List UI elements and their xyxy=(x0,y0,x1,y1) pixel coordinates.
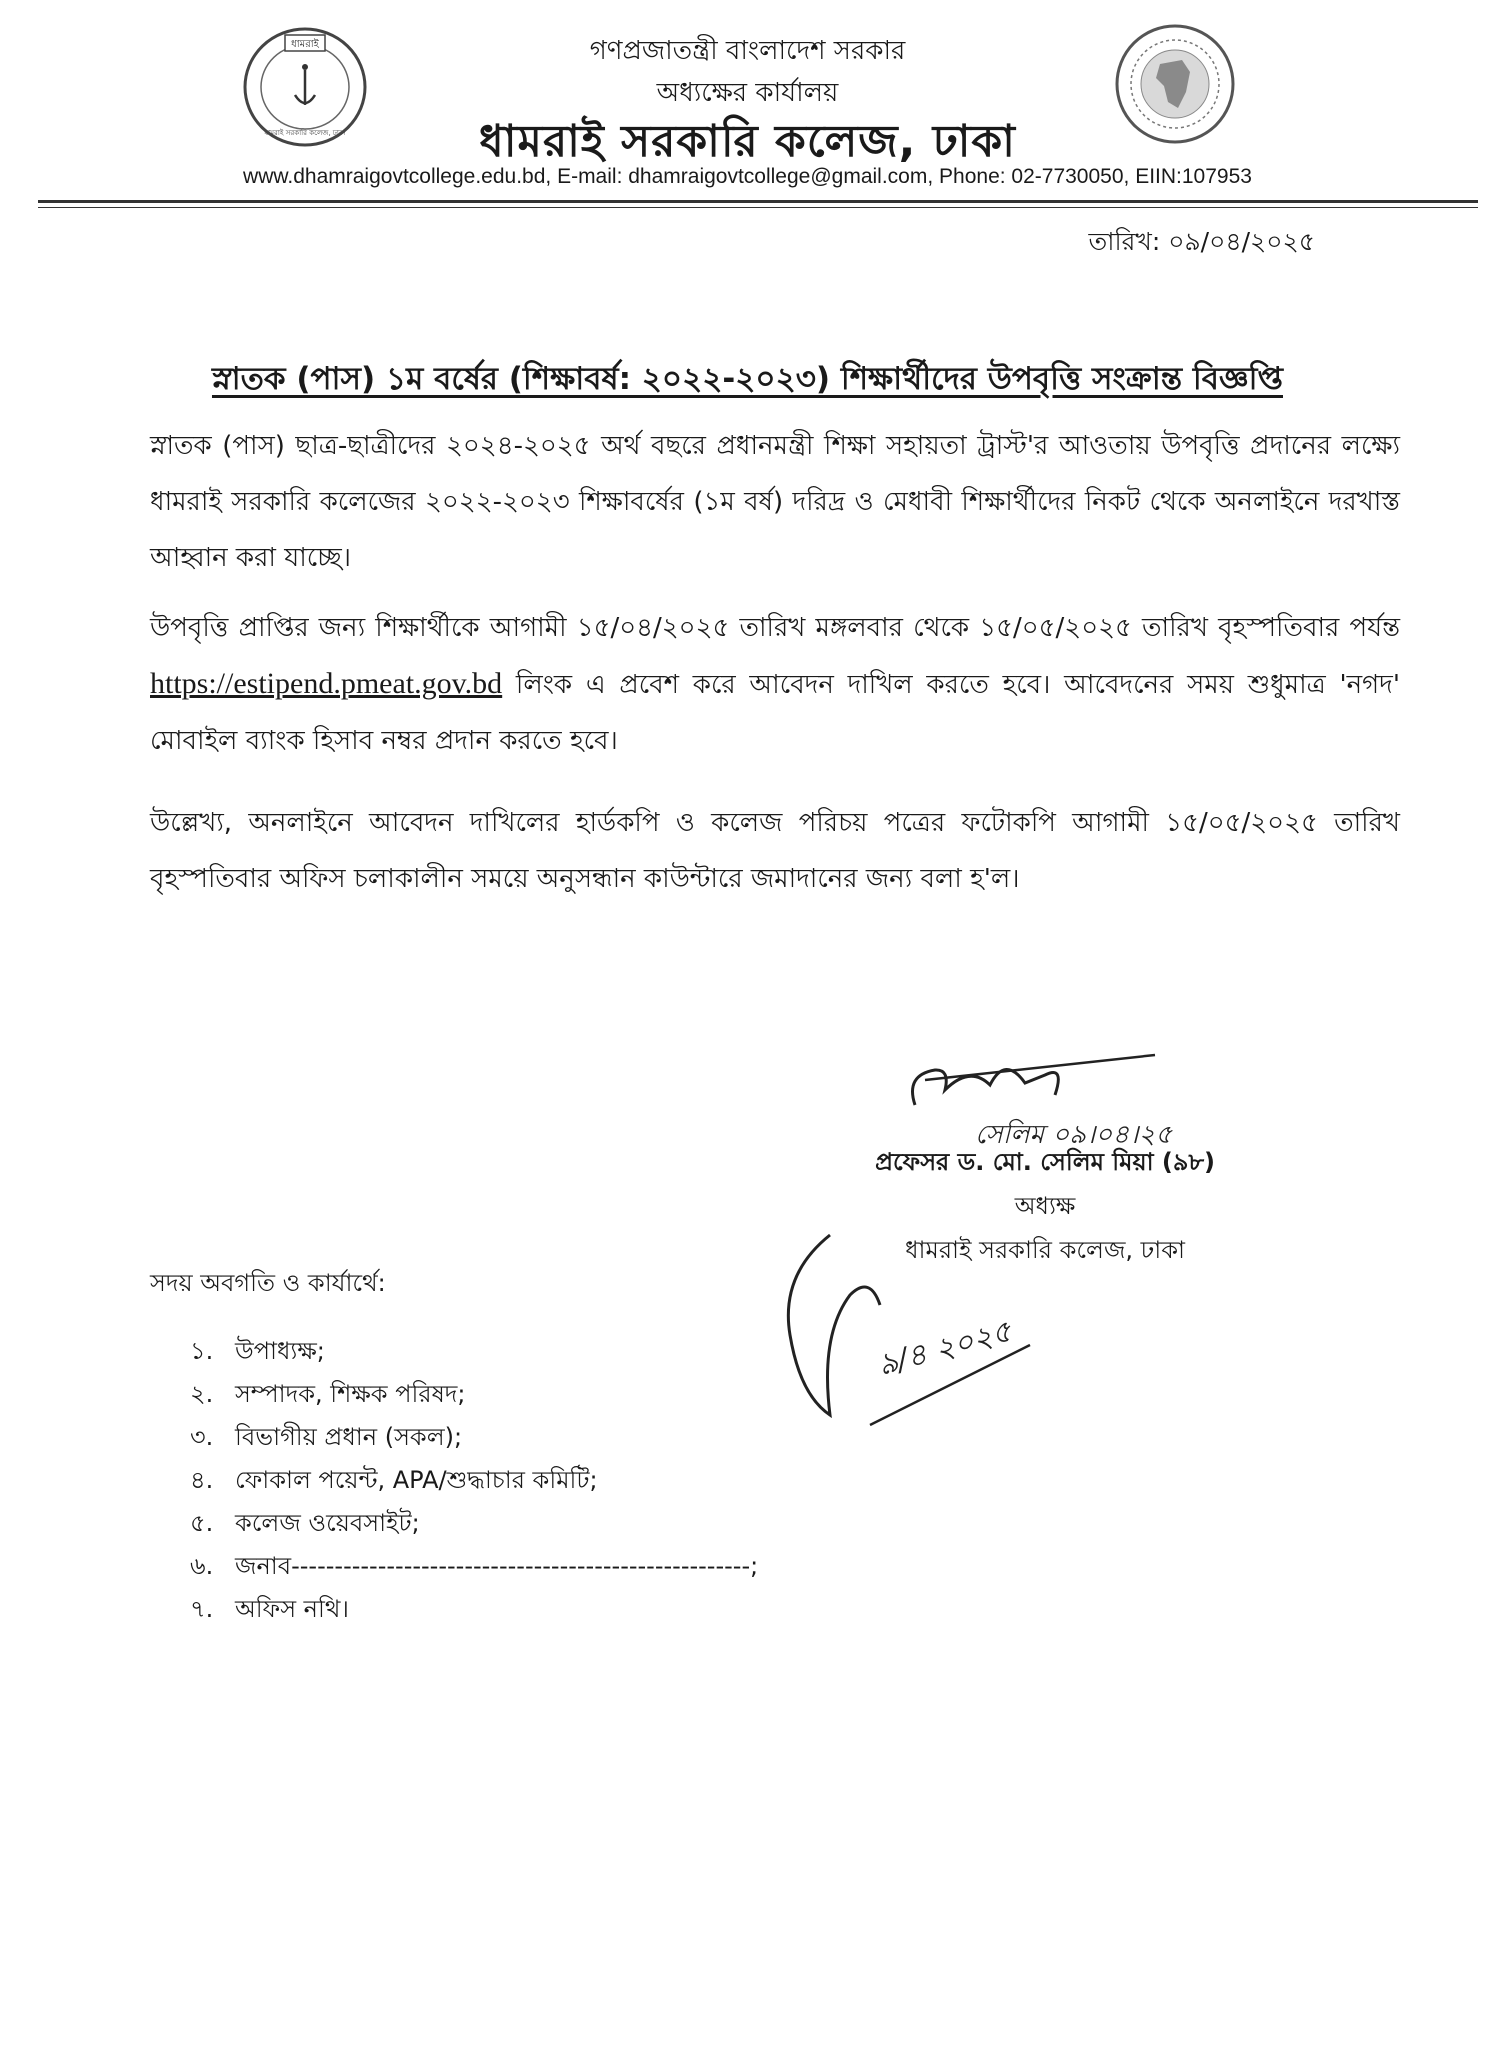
list-item xyxy=(190,1330,758,1373)
office-heading: অধ্যক্ষের কার্যালয় xyxy=(656,78,839,108)
list-item xyxy=(190,1373,758,1416)
cc-item-number: ১. xyxy=(190,1337,214,1365)
signatory-institution: ধামরাই সরকারি কলেজ, ঢাকা xyxy=(905,1236,1185,1264)
header-divider-thin xyxy=(38,207,1478,208)
cc-item-number: ৪. xyxy=(190,1466,214,1494)
list-item xyxy=(190,1459,758,1502)
list-item xyxy=(190,1502,758,1545)
list-item xyxy=(190,1416,758,1459)
cc-item-text: বিভাগীয় প্রধান (সকল); xyxy=(235,1423,463,1451)
cc-item-number: ২. xyxy=(190,1380,214,1408)
body-paragraph-1: স্নাতক (পাস) ছাত্র-ছাত্রীদের ২০২৪-২০২৫ অর্থ বছরে প্রধানমন্ত্রী শিক্ষা সহায়তা ট্রাস্ট'র আওতায় উপবৃত্তি প্রদানের লক্ষ্যে ধামরাই সরকারি কলেজের ২০২২-২০২৩ শিক্ষাবর্ষের (১ম বর্ষ) দরিদ্র ও মেধাবী শিক্ষার্থীদের নিকট থেকে অনলাইনে দরখাস্ত আহ্বান করা যাচ্ছে। xyxy=(150,431,1400,573)
paragraph-2-text-a: উপবৃত্তি প্রাপ্তির জন্য শিক্ষার্থীকে আগামী ১৫/০৪/২০২৫ তারিখ মঙ্গলবার থেকে ১৫/০৫/২০২৫ তারিখ বৃহস্পতিবার পর্যন্ত xyxy=(150,613,1400,643)
cc-item-text: জনাব-----------------------------------------------------; xyxy=(235,1552,759,1580)
signature-handwritten-text: সেলিম ০৯।০৪।২৫ xyxy=(975,1120,1173,1150)
cc-item-text: কলেজ ওয়েবসাইট; xyxy=(235,1509,420,1537)
country-heading: গণপ্রজাতন্ত্রী বাংলাদেশ সরকার xyxy=(589,36,906,66)
estipend-link[interactable]: https://estipend.pmeat.gov.bd xyxy=(150,667,503,700)
list-item xyxy=(190,1588,758,1631)
cc-item-text: সম্পাদক, শিক্ষক পরিষদ; xyxy=(235,1380,466,1408)
seal-top-text: ধামরাই xyxy=(291,39,319,50)
cc-item-number: ৭. xyxy=(190,1595,214,1623)
signatory-designation: অধ্যক্ষ xyxy=(1014,1192,1076,1220)
paragraph-2-text-b: লিংক এ প্রবেশ করে আবেদন দাখিল করতে হবে। আবেদনের সময় শুধুমাত্র 'নগদ' মোবাইল ব্যাংক হিসাব নম্বর প্রদান করতে হবে। xyxy=(150,670,1400,756)
body-paragraph-3: উল্লেখ্য, অনলাইনে আবেদন দাখিলের হার্ডকপি ও কলেজ পরিচয় পত্রের ফটোকপি আগামী ১৫/০৫/২০২৫ তারিখ বৃহস্পতিবার অফিস চলাকালীন সময়ে অনুসন্ধান কাউন্টারে জমাদানের জন্য বলা হ'ল। xyxy=(150,808,1400,894)
seal-bottom-text: ধামরাই সরকারি কলেজ, ঢাকা xyxy=(264,129,346,137)
cc-item-number: ৫. xyxy=(190,1509,214,1537)
cc-item-text: উপাধ্যক্ষ; xyxy=(235,1337,325,1365)
notice-date: তারিখ: ০৯/০৪/২০২৫ xyxy=(1088,227,1315,256)
header-divider xyxy=(38,200,1478,203)
cc-item-number: ৬. xyxy=(190,1552,214,1580)
cc-list xyxy=(190,1330,758,1631)
initial-signature-text: ৯/৪ ২০২৫ xyxy=(874,1313,1016,1384)
signatory-name: প্রফেসর ড. মো. সেলিম মিয়া (৯৮) xyxy=(875,1148,1215,1176)
cc-item-text: অফিস নথি। xyxy=(235,1595,349,1623)
contact-line: www.dhamraigovtcollege.edu.bd, E-mail: dhamraigovtcollege@gmail.com, Phone: 02-7730050, EIIN:107953 xyxy=(243,165,1252,188)
list-item xyxy=(190,1545,758,1588)
cc-item-number: ৩. xyxy=(190,1423,214,1451)
college-name: ধামরাই সরকারি কলেজ, ঢাকা xyxy=(479,116,1016,167)
cc-item-text: ফোকাল পয়েন্ট, APA/শুদ্ধাচার কমিটি; xyxy=(235,1466,598,1494)
principal-signature-icon xyxy=(895,1045,1185,1155)
body-paragraph-2 xyxy=(150,600,1400,769)
notice-title: স্নাতক (পাস) ১ম বর্ষের (শিক্ষাবর্ষ: ২০২২-২০২৩) শিক্ষার্থীদের উপবৃত্তি সংক্রান্ত বিজ্ঞপ্তি xyxy=(211,361,1283,397)
initial-signature-icon xyxy=(760,1215,1060,1445)
cc-intro: সদয় অবগতি ও কার্যার্থে: xyxy=(150,1269,386,1297)
